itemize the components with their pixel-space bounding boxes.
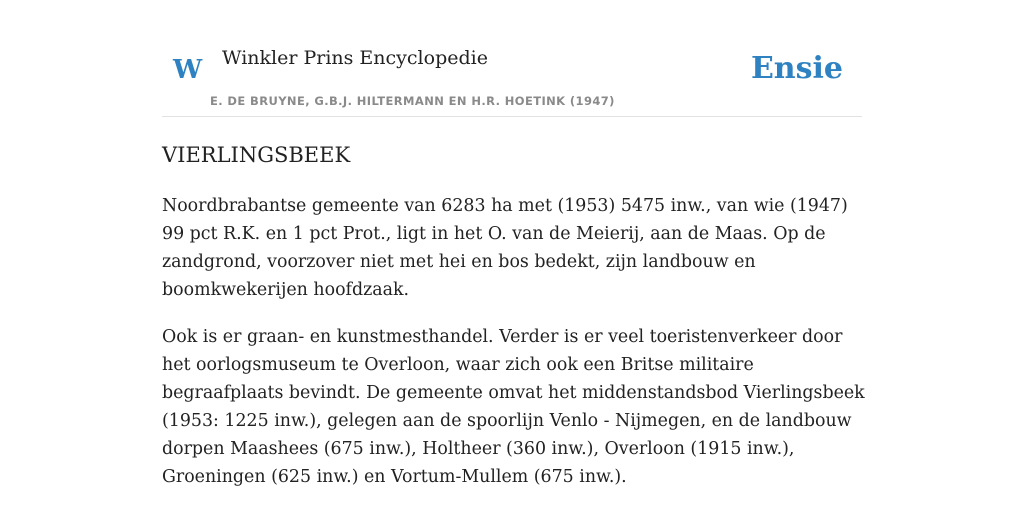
article-title: VIERLINGSBEEK — [162, 143, 351, 167]
article-paragraph-2: Ook is er graan- en kunstmesthandel. Verder is er veel toeristenverkeer door het oorlogsmuseum te Overloon, waar zich ook een Britse militaire begraafplaats bevindt. De gemeente omvat het middenstandsbod Vierlingsbeek (1953: 1225 inw.), gelegen aan de spoorlijn Venlo - Nijmegen, en de landbouw dorpen Maashees (675 inw.), Holtheer (360 inw.), Overloon (1915 inw.), Groeningen (625 inw.) en Vortum-Mullem (675 inw.). — [162, 327, 865, 487]
publication-title: Winkler Prins Encyclopedie — [222, 47, 488, 69]
publication-authors: E. DE BRUYNE, G.B.J. HILTERMANN EN H.R. HOETINK (1947) — [210, 94, 615, 108]
page-header — [162, 0, 862, 117]
article-card — [162, 0, 865, 512]
publication-logo-icon: W — [173, 55, 203, 85]
ensie-brand-link[interactable]: Ensie — [750, 51, 843, 86]
article-paragraph-1: Noordbrabantse gemeente van 6283 ha met (1953) 5475 inw., van wie (1947) 99 pct R.K. en 1 pct Prot., ligt in het O. van de Meierij, aan de Maas. Op de zandgrond, voorzover niet met hei en bos bedekt, zijn landbouw en boomkwekerijen hoofdzaak. — [162, 196, 848, 300]
